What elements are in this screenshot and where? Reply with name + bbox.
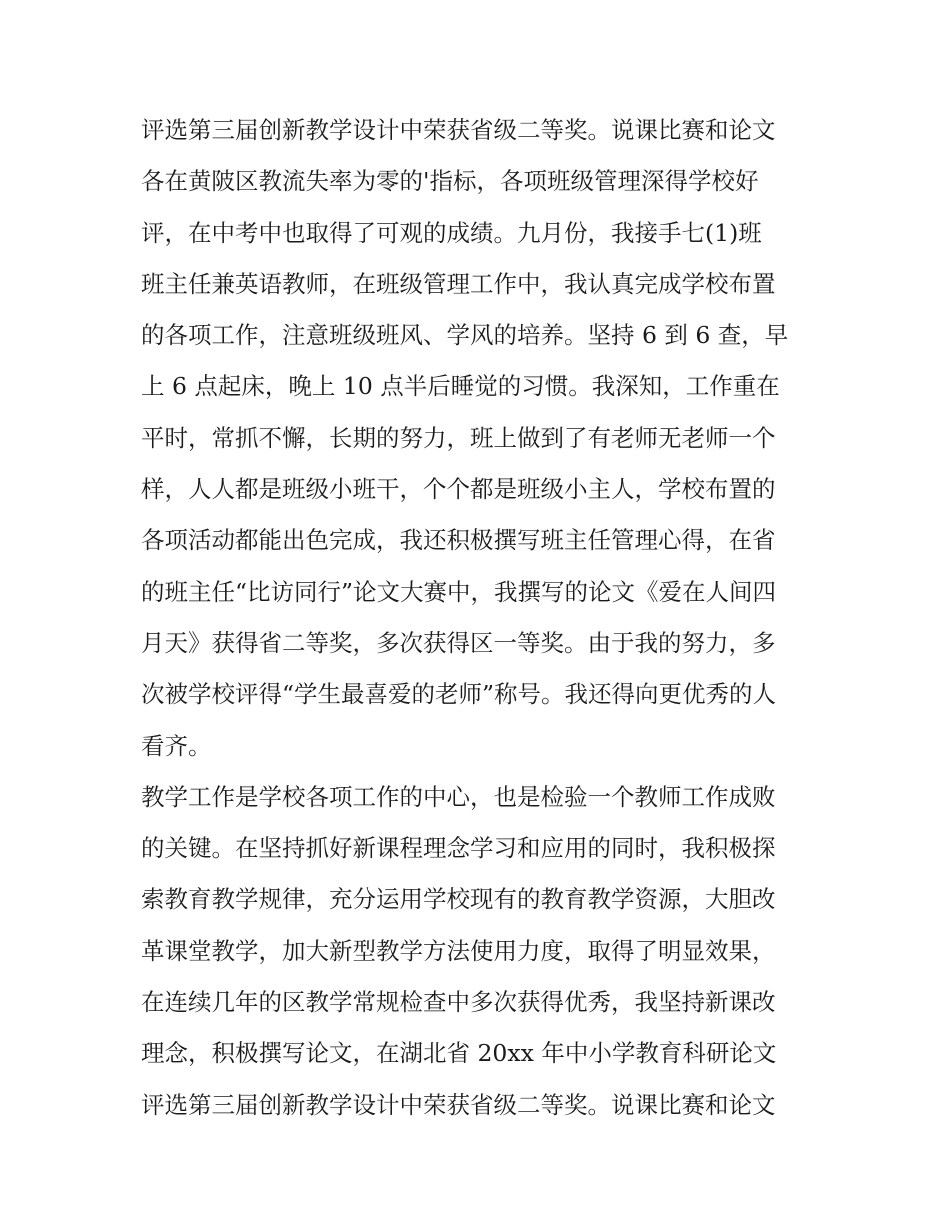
text-line: 上 6 点起床，晚上 10 点半后睡觉的习惯。我深知，工作重在 xyxy=(141,372,780,401)
body-text xyxy=(141,105,821,1131)
text-line: 样，人人都是班级小班干，个个都是班级小主人，学校布置的 xyxy=(141,475,776,504)
text-line: 次被学校评得“学生最喜爱的老师”称号。我还得向更优秀的人 xyxy=(141,680,777,709)
text-line: 的各项工作，注意班级班风、学风的培养。坚持 6 到 6 查，早 xyxy=(141,321,789,350)
text-line: 平时，常抓不懈，长期的努力，班上做到了有老师无老师一个 xyxy=(141,423,776,452)
text-line: 索教育教学规律，充分运用学校现有的教育教学资源，大胆改 xyxy=(141,885,776,914)
text-line: 在连续几年的区教学常规检查中多次获得优秀，我坚持新课改 xyxy=(141,988,776,1017)
text-line: 评选第三届创新教学设计中荣获省级二等奖。说课比赛和论文 xyxy=(141,1090,776,1119)
text-line: 的关键。在坚持抓好新课程理念学习和应用的同时，我积极探 xyxy=(141,834,776,863)
text-line: 的班主任“比访同行”论文大赛中，我撰写的论文《爱在人间四 xyxy=(141,577,777,606)
text-line: 班主任兼英语教师，在班级管理工作中，我认真完成学校布置 xyxy=(141,269,776,298)
text-line: 革课堂教学，加大新型教学方法使用力度，取得了明显效果， xyxy=(141,936,776,965)
text-line: 月天》获得省二等奖，多次获得区一等奖。由于我的努力，多 xyxy=(141,628,776,657)
text-line: 各项活动都能出色完成，我还积极撰写班主任管理心得，在省 xyxy=(141,526,776,555)
text-line: 教学工作是学校各项工作的中心，也是检验一个教师工作成败 xyxy=(141,782,776,811)
text-line: 看齐。 xyxy=(141,731,212,760)
text-line: 评选第三届创新教学设计中荣获省级二等奖。说课比赛和论文 xyxy=(141,116,776,144)
text-line: 各在黄陂区教流失率为零的'指标，各项班级管理深得学校好 xyxy=(141,167,759,196)
text-line: 理念，积极撰写论文，在湖北省 20xx 年中小学教育科研论文 xyxy=(141,1039,777,1068)
text-line: 评，在中考中也取得了可观的成绩。九月份，我接手七(1)班 xyxy=(141,218,762,247)
